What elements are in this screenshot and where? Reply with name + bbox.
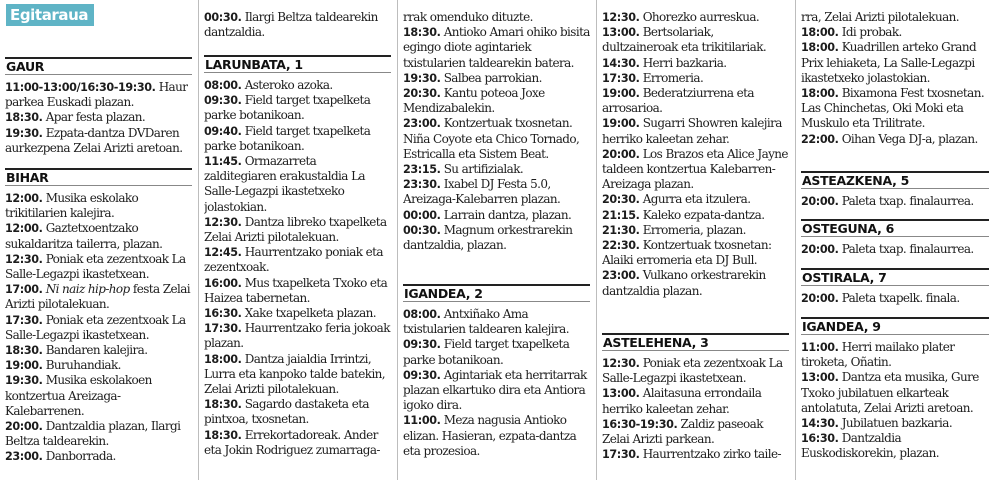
event-list xyxy=(5,191,192,465)
event-item xyxy=(204,215,391,245)
event-time: 12:30. xyxy=(5,252,43,266)
event-item xyxy=(403,413,590,459)
event-list xyxy=(204,10,391,40)
event-item xyxy=(204,352,391,398)
event-time: 08:00. xyxy=(403,308,441,321)
schedule-column-4 xyxy=(602,0,789,480)
event-item xyxy=(204,276,391,306)
event-time: 14:30. xyxy=(801,417,839,431)
event-item xyxy=(403,368,590,414)
event-time: 13:00. xyxy=(602,387,640,401)
day-heading: GAUR xyxy=(5,57,192,75)
event-time: 16:30-19:30. xyxy=(602,417,678,431)
event-time: 09:30. xyxy=(403,368,441,382)
schedule-column-3 xyxy=(403,0,590,480)
event-item xyxy=(5,449,192,464)
event-time: 20:30. xyxy=(602,193,640,207)
event-item xyxy=(801,416,989,431)
day-section-bihar xyxy=(5,168,192,465)
event-time: 12:30. xyxy=(602,11,640,24)
day-section-osteguna xyxy=(801,219,989,257)
event-time: 19:00. xyxy=(5,359,43,373)
event-text: Dantza jaialdia Irrintzi, Lurra eta kanpoko talde batekin, Zelai Arizti pilotalekuan. xyxy=(204,351,386,397)
event-text: Apar festa plazan. xyxy=(45,110,146,125)
continued-events xyxy=(204,10,391,40)
event-item xyxy=(403,86,590,116)
event-item xyxy=(5,221,192,251)
event-text: Dantzaldia plazan, Ilargi Beltza taldearekin. xyxy=(5,419,181,449)
event-item xyxy=(801,194,989,209)
event-text: Haurrentzako poniak eta zezentxoak. xyxy=(204,245,383,275)
event-item xyxy=(204,154,391,215)
event-item xyxy=(5,313,192,343)
event-item xyxy=(204,306,391,321)
day-section-gaur xyxy=(5,57,192,156)
event-time: 23:00. xyxy=(602,269,640,283)
event-text: Kuadrillen arteko Grand Prix lehiaketa, La Salle-Legazpi ikastetxeko jolastokian. xyxy=(801,40,977,85)
event-list xyxy=(801,242,989,257)
continued-events xyxy=(602,10,789,299)
event-item xyxy=(801,132,989,147)
event-text: Haurrentzako feria jokoak plazan. xyxy=(204,321,390,351)
event-item xyxy=(602,447,789,462)
event-time: 00:30. xyxy=(403,223,441,237)
event-time: 16:30. xyxy=(801,432,839,446)
day-section-asteazkena xyxy=(801,171,989,209)
event-text: Zaldiz paseoak Zelai Arizti parkean. xyxy=(602,416,763,447)
event-item xyxy=(801,340,989,370)
event-time: 12:00. xyxy=(5,192,43,205)
event-time: 21:30. xyxy=(602,223,640,237)
event-text: Kontzertuak txosnetan: Alaiki erromeria eta DJ Bull. xyxy=(602,238,772,268)
event-item xyxy=(5,358,192,373)
event-text: Dantzaldia Euskodiskorekin, plazan. xyxy=(801,431,939,461)
event-time: 19:00. xyxy=(602,87,640,101)
event-text: Field target txapelketa parke botanikoan. xyxy=(204,93,371,123)
event-text: Su artifizialak. xyxy=(443,162,524,177)
day-heading: ASTELEHENA, 3 xyxy=(602,333,789,351)
event-time: 19:30. xyxy=(5,126,43,140)
event-item xyxy=(801,242,989,257)
event-item xyxy=(602,223,789,238)
event-time: 20:00. xyxy=(602,147,640,161)
continued-events xyxy=(403,10,590,253)
event-item xyxy=(5,126,192,156)
event-time: 23:00. xyxy=(403,117,441,131)
event-item xyxy=(204,93,391,123)
event-time: 16:00. xyxy=(204,276,242,290)
event-time: 19:30. xyxy=(5,374,43,388)
event-time: 00:30. xyxy=(204,11,242,24)
event-time: 22:00. xyxy=(801,132,839,146)
event-text: Asteroko azoka. xyxy=(244,78,333,92)
schedule-column-1 xyxy=(5,0,192,480)
event-item xyxy=(602,25,789,55)
event-text: Musika eskolakoen kontzertua Areizaga-Kalebarrenen. xyxy=(5,373,152,418)
column-divider xyxy=(397,0,398,480)
event-text: Oihan Vega DJ-a, plazan. xyxy=(841,131,978,146)
day-heading: ASTEAZKENA, 5 xyxy=(801,171,989,189)
schedule-column-2 xyxy=(204,0,391,480)
event-time: 20:00. xyxy=(801,292,839,305)
event-time: 17:30. xyxy=(602,448,640,462)
event-list xyxy=(602,10,789,299)
event-time: 20:00. xyxy=(801,243,839,256)
event-text: Poniak eta zezentxoak La Salle-Legazpi ikastetxean. xyxy=(602,356,783,386)
event-text: festa Zelai Arizti pilotalekuan. xyxy=(5,282,191,312)
event-text: Gaztetxoentzako sukaldaritza tailerra, plazan. xyxy=(5,221,163,251)
event-text: Paleta txap. finalaurrea. xyxy=(841,242,974,256)
event-item xyxy=(602,71,789,86)
event-time: 18:00. xyxy=(801,87,839,101)
event-time: 17:30. xyxy=(602,71,640,85)
event-text: Erromeria. xyxy=(642,70,704,85)
day-heading: IGANDEA, 2 xyxy=(403,284,590,302)
event-text: Kaleko ezpata-dantza. xyxy=(642,207,765,222)
day-heading: BIHAR xyxy=(5,168,192,186)
event-time: 12:00. xyxy=(5,222,43,236)
event-time: 19:30. xyxy=(403,71,441,85)
event-text: Herri mailako plater tiroketa, Oñatin. xyxy=(801,340,955,370)
event-time: 11:00. xyxy=(801,341,839,354)
event-text: Dantza eta musika, Gure Txoko jubilatuen elkarteak antolatuta, Zelai Arizti aretoan. xyxy=(801,370,979,415)
event-text: Dantza libreko txapelketa Zelai Arizti pilotalekuan. xyxy=(204,214,387,245)
event-text: Vulkano orkestrarekin dantzaldia plazan. xyxy=(602,268,766,298)
event-item xyxy=(403,177,590,207)
event-text: Ormazarreta zalditegiaren erakustaldia La Salle-Legazpi ikastetxeko jolastokian. xyxy=(204,154,365,214)
event-text: Larrain dantza, plazan. xyxy=(443,207,572,222)
event-item xyxy=(801,25,989,40)
event-item xyxy=(5,191,192,221)
event-list xyxy=(801,194,989,209)
event-item xyxy=(5,80,192,110)
event-text: Field target txapelketa parke botanikoan. xyxy=(403,337,570,367)
event-item xyxy=(5,252,192,282)
event-text: Bederatziurrena eta arrosarioa. xyxy=(602,86,754,116)
event-text: Danborrada. xyxy=(45,449,116,464)
event-time: 20:00. xyxy=(801,195,839,208)
event-item xyxy=(403,162,590,177)
event-item xyxy=(403,71,590,86)
event-item xyxy=(602,417,789,447)
day-heading: IGANDEA, 9 xyxy=(801,317,989,335)
event-item xyxy=(5,419,192,449)
event-text: Antxiñako Ama txistularien taldearen kalejira. xyxy=(403,307,569,337)
event-text: Ezpata-dantza DVDaren aurkezpena Zelai Arizti aretoan. xyxy=(5,125,183,155)
event-text: Field target txapelketa parke botanikoan. xyxy=(204,123,371,153)
event-text: Erromeria, plazan. xyxy=(642,222,746,237)
event-list xyxy=(801,10,989,147)
event-list xyxy=(801,340,989,462)
event-text: Poniak eta zezentxoak La Salle-Legazpi ikastetxean. xyxy=(5,312,186,342)
event-item xyxy=(403,116,590,162)
event-text: Kontzertuak txosnetan. Niña Coyote eta Chico Tornado, Estricalla eta Sistem Beat. xyxy=(403,116,580,161)
event-list xyxy=(5,80,192,156)
event-time: 22:30. xyxy=(602,239,640,253)
event-text: Idi probak. xyxy=(841,25,902,40)
day-section-larunbata xyxy=(204,55,391,458)
column-divider xyxy=(596,0,597,480)
event-item xyxy=(602,192,789,207)
event-time: 18:30. xyxy=(204,398,242,412)
event-text: Haurrentzako zirko taile- xyxy=(642,447,781,462)
event-item xyxy=(801,40,989,86)
event-item xyxy=(204,428,391,458)
event-time: 14:30. xyxy=(602,56,640,70)
event-time: 00:00. xyxy=(403,208,441,222)
section-title-badge: Egitaraua xyxy=(6,4,94,26)
event-title-italic: Ni naiz hip-hop xyxy=(45,282,130,297)
event-time: 11:45. xyxy=(204,155,242,169)
event-time: 08:00. xyxy=(204,79,242,92)
event-time: 09:30. xyxy=(403,338,441,352)
event-item xyxy=(602,147,789,193)
event-time: 23:15. xyxy=(403,163,441,177)
event-text: rrak omenduko dituzte. xyxy=(403,10,533,24)
event-time: 18:00. xyxy=(204,352,242,366)
event-time: 13:00. xyxy=(801,371,839,385)
event-text: Buruhandiak. xyxy=(45,358,121,373)
event-text: rra, Zelai Arizti pilotalekuan. xyxy=(801,10,959,24)
event-list xyxy=(403,10,590,253)
event-item xyxy=(403,337,590,367)
event-text: Los Brazos eta Alice Jayne taldeen kontzertua Kalebarren-Areizaga plazan. xyxy=(602,146,788,192)
day-heading: LARUNBATA, 1 xyxy=(204,55,391,73)
day-section-igandea-2 xyxy=(403,284,590,459)
event-text: Haur parkea Euskadi plazan. xyxy=(5,80,188,110)
event-text: Alaitasuna errondaila herriko kaleetan zehar. xyxy=(602,386,762,416)
event-text: Xake txapelketa plazan. xyxy=(244,306,376,321)
event-item xyxy=(204,397,391,427)
event-text: Sugarri Showren kalejira herriko kaleetan zehar. xyxy=(602,116,782,146)
event-time: 19:00. xyxy=(602,117,640,131)
event-item xyxy=(403,10,590,25)
event-list xyxy=(403,307,590,459)
event-time: 23:00. xyxy=(5,450,43,464)
day-section-ostirala xyxy=(801,268,989,306)
event-text: Ixabel DJ Festa 5.0, Areizaga-Kalebarren plazan. xyxy=(403,177,561,207)
schedule-column-5 xyxy=(801,0,989,480)
column-divider xyxy=(795,0,796,480)
event-text: Salbea parrokian. xyxy=(443,70,542,85)
event-item xyxy=(403,208,590,223)
event-item xyxy=(204,124,391,154)
event-time: 17:30. xyxy=(204,322,242,336)
event-item xyxy=(5,282,192,312)
event-text: Musika eskolako trikitilarien kalejira. xyxy=(5,191,139,221)
event-item xyxy=(204,10,391,40)
event-time: 11:00-13:00/16:30-19:30. xyxy=(5,81,156,94)
event-time: 18:30. xyxy=(5,111,43,125)
event-text: Kantu poteoa Joxe Mendizabalekin. xyxy=(403,86,545,116)
event-item xyxy=(602,10,789,25)
event-item xyxy=(602,238,789,268)
event-text: Poniak eta zezentxoak La Salle-Legazpi ikastetxean. xyxy=(5,251,186,282)
event-item xyxy=(5,373,192,419)
event-time: 12:30. xyxy=(602,357,640,370)
event-item xyxy=(403,307,590,337)
event-item xyxy=(204,78,391,93)
event-text: Bandaren kalejira. xyxy=(45,343,148,358)
event-time: 23:30. xyxy=(403,178,441,192)
event-list xyxy=(602,356,789,462)
event-time: 17:30. xyxy=(5,313,43,327)
continued-events xyxy=(801,10,989,147)
event-item xyxy=(801,10,989,25)
event-item xyxy=(403,25,590,71)
event-text: Ilargi Beltza taldearekin dantzaldia. xyxy=(204,10,378,40)
event-time: 21:15. xyxy=(602,208,640,222)
event-item xyxy=(602,116,789,146)
event-time: 18:00. xyxy=(801,41,839,55)
event-text: Ohorezko aurreskua. xyxy=(642,10,760,24)
event-item xyxy=(5,110,192,125)
event-text: Agintariak eta herritarrak plazan elkartuko dira eta Antiora igoko dira. xyxy=(403,367,587,413)
day-section-igandea-9 xyxy=(801,317,989,462)
event-text: Errekortadoreak. Ander eta Jokin Rodriguez zumarraga- xyxy=(204,427,380,457)
event-text: Antioko Amari ohiko bisita egingo diote agintariek txistularien taldearekin batera. xyxy=(403,25,590,70)
event-text: Jubilatuen bazkaria. xyxy=(841,416,953,431)
day-section-astelehena xyxy=(602,333,789,462)
event-text: Bertsolariak, dultzaineroak eta trikitilariak. xyxy=(602,25,767,55)
event-time: 17:00. xyxy=(5,283,43,297)
event-text: Mus txapelketa Txoko eta Haizea tabernetan. xyxy=(204,275,388,305)
day-heading: OSTIRALA, 7 xyxy=(801,268,989,286)
event-time: 18:30. xyxy=(5,344,43,358)
event-time: 18:30. xyxy=(403,26,441,40)
event-time: 11:00. xyxy=(403,414,441,428)
event-item xyxy=(602,268,789,298)
event-time: 12:30. xyxy=(204,215,242,229)
event-text: Bixamona Fest txosnetan. Las Chinchetas, Oki Moki eta Muskulo eta Trilitrate. xyxy=(801,86,985,131)
event-time: 09:30. xyxy=(204,94,242,108)
event-text: Meza nagusia Antioko elizan. Hasieran, ezpata-dantza eta prozesioa. xyxy=(403,413,577,458)
event-text: Paleta txap. finalaurrea. xyxy=(841,194,974,208)
event-item xyxy=(801,86,989,132)
event-time: 20:00. xyxy=(5,420,43,434)
column-divider xyxy=(198,0,199,480)
day-heading: OSTEGUNA, 6 xyxy=(801,219,989,237)
event-item xyxy=(801,291,989,306)
event-item xyxy=(204,245,391,275)
event-time: 18:00. xyxy=(801,26,839,40)
event-item xyxy=(602,208,789,223)
event-item xyxy=(602,386,789,416)
event-item xyxy=(5,343,192,358)
event-list xyxy=(801,291,989,306)
event-time: 16:30. xyxy=(204,307,242,321)
event-text: Sagardo dastaketa eta pintxoa, txosnetan. xyxy=(204,397,369,427)
event-item xyxy=(801,370,989,416)
event-time: 18:30. xyxy=(204,428,242,442)
event-item xyxy=(602,356,789,386)
event-item xyxy=(403,223,590,253)
event-item xyxy=(801,431,989,461)
event-text: Magnum orkestrarekin dantzaldia, plazan. xyxy=(403,222,573,253)
event-time: 13:00. xyxy=(602,26,640,40)
event-time: 20:30. xyxy=(403,87,441,101)
event-item xyxy=(204,321,391,351)
event-list xyxy=(204,78,391,458)
event-time: 12:45. xyxy=(204,246,242,260)
event-text: Herri bazkaria. xyxy=(642,55,727,70)
event-text: Paleta txapelk. finala. xyxy=(841,291,960,305)
event-item xyxy=(602,56,789,71)
event-time: 09:40. xyxy=(204,124,242,138)
event-item xyxy=(602,86,789,116)
event-text: Agurra eta itzulera. xyxy=(642,192,751,207)
